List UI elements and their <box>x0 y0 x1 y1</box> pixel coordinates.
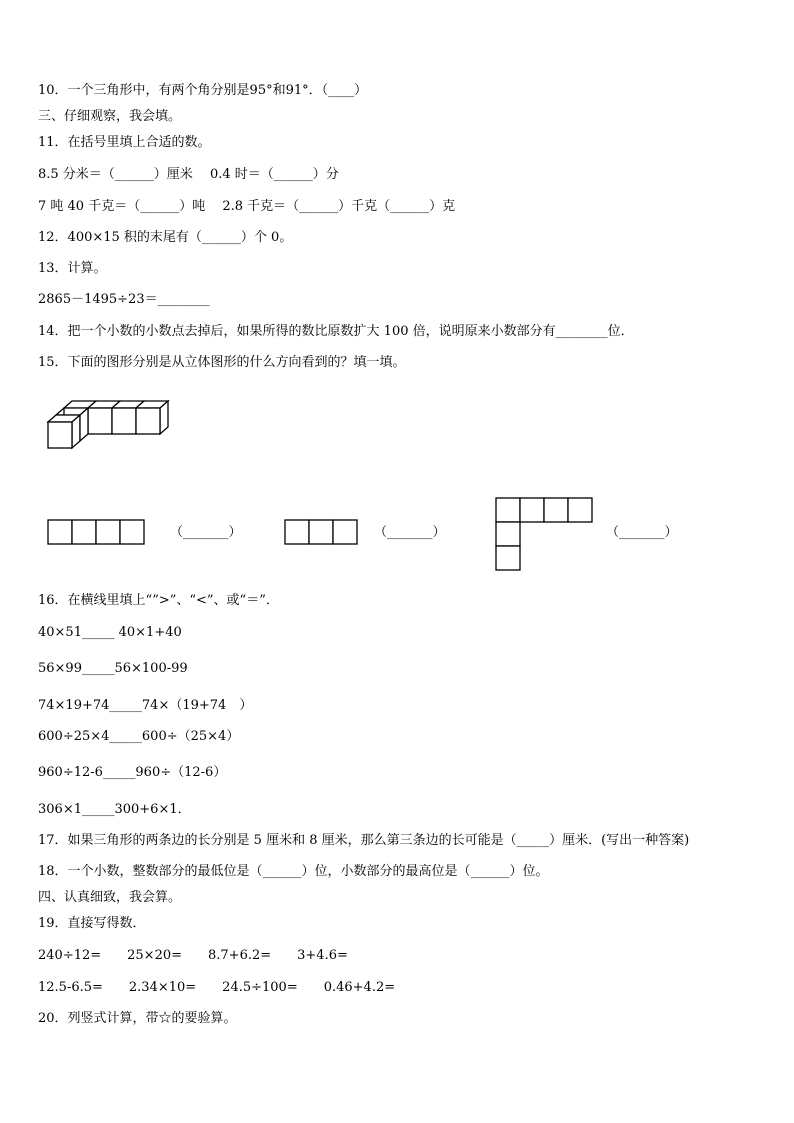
q11-line: 11．在括号里填上合适的数。 <box>38 135 211 150</box>
q16-item-b: 56×99_____56×100-99 <box>38 661 188 676</box>
view-3-blank: （_______） <box>606 525 678 540</box>
solid-figure <box>44 400 176 470</box>
q11-part-a: 8.5 分米＝（______）厘米 0.4 时＝（______）分 <box>38 167 339 182</box>
view-l-shape <box>495 497 595 573</box>
q19-line: 19．直接写得数． <box>38 916 146 931</box>
section-3-heading: 三、仔细观察，我会填。 <box>38 109 182 124</box>
q18-line: 18．一个小数，整数部分的最低位是（______）位，小数部分的最高位是（______）位。 <box>38 864 549 879</box>
q16-item-e: 960÷12-6_____960÷（12-6） <box>38 765 227 780</box>
q19-row-1: 240÷12= 25×20= 8.7+6.2= 3+4.6= <box>38 948 348 963</box>
q16-item-f: 306×1_____300+6×1． <box>38 802 191 817</box>
q10-line: 10．一个三角形中，有两个角分别是95°和91°．（____） <box>38 83 368 98</box>
view-1-blank: （_______） <box>170 525 242 540</box>
q16-item-d: 600÷25×4_____600÷（25×4） <box>38 729 240 744</box>
q11-part-b: 7 吨 40 千克＝（______）吨 2.8 千克＝（______）千克（______）克 <box>38 199 456 214</box>
section-4-heading: 四、认真细致，我会算。 <box>38 890 182 905</box>
q20-line: 20．列竖式计算，带☆的要验算。 <box>38 1011 237 1026</box>
q13-expression: 2865－1495÷23＝________ <box>38 292 210 307</box>
view-2-blank: （_______） <box>374 525 446 540</box>
q16-item-c: 74×19+74_____74×（19+74 ） <box>38 698 253 713</box>
q17-line: 17．如果三角形的两条边的长分别是 5 厘米和 8 厘米，那么第三条边的长可能是（_____）厘米．(写出一种答案) <box>38 833 690 848</box>
q15-line: 15．下面的图形分别是从立体图形的什么方向看到的？填一填。 <box>38 355 406 370</box>
q16-item-a: 40×51_____ 40×1+40 <box>38 625 182 640</box>
q19-row-2: 12.5-6.5= 2.34×10= 24.5÷100= 0.46+4.2= <box>38 980 396 995</box>
view-three-squares <box>284 519 360 547</box>
q16-line: 16．在横线里填上“”>”、“<”、或“＝”． <box>38 593 279 608</box>
q12-line: 12．400×15 积的末尾有（______）个 0。 <box>38 230 293 245</box>
q13-line: 13．计算。 <box>38 261 107 276</box>
view-four-squares <box>47 519 147 547</box>
q14-line: 14．把一个小数的小数点去掉后，如果所得的数比原数扩大 100 倍，说明原来小数部分有________位． <box>38 324 634 339</box>
